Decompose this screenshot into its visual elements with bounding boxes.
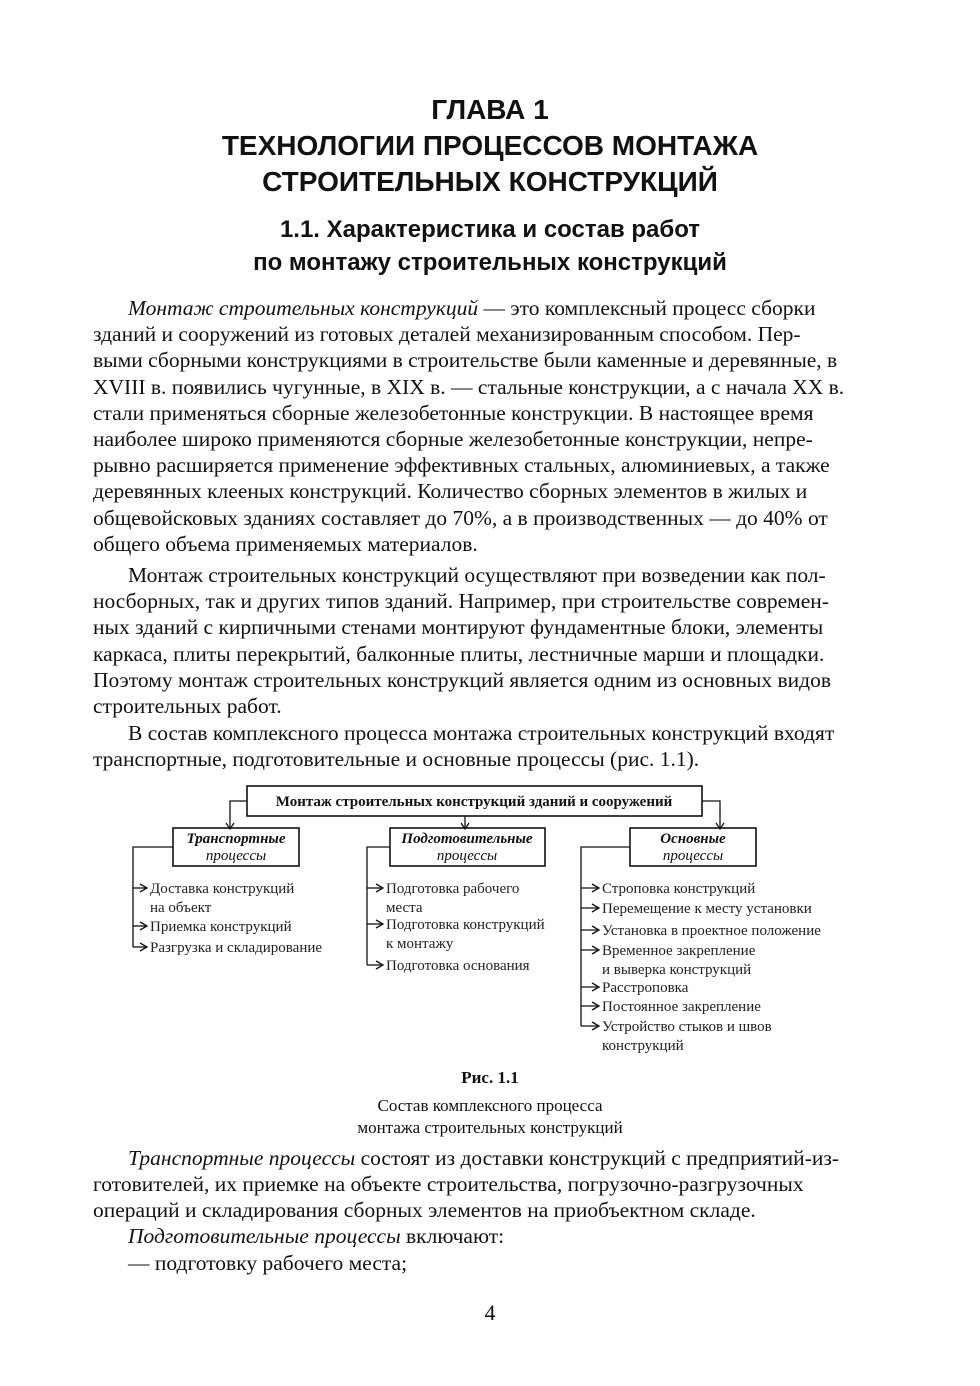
process-item-label: Подготовка рабочего [386,881,520,897]
text-line: ных зданий с кирпичными стенами монтируют фундаментные блоки, элементы [93,615,824,640]
process-item-label: конструкций [602,1038,684,1054]
text-line: деревянных клееных конструкций. Количество сборных элементов в жилых и [93,479,808,504]
section-heading-line2: по монтажу строительных конструкций [253,249,727,276]
process-item-label: Доставка конструкций [150,881,295,897]
text-line: Транспортные процессы состоят из доставки конструкций с предприятий-из- [128,1146,840,1170]
preparatory-box-title-line1: Подготовительные [401,831,533,847]
text-line: операций и складирования сборных элементов на приобъектном складе. [93,1198,756,1223]
process-item-label: на объект [150,900,212,916]
text-line: общевойсковых зданиях составляет до 70%, а в производственных — до 40% от [93,505,828,530]
italic-term: Транспортные процессы [128,1146,356,1170]
process-item-label: места [386,900,423,916]
figure-caption-line1: Состав комплексного процесса [377,1096,603,1115]
chapter-label: ГЛАВА 1 [431,94,549,125]
paragraph-preparatory-processes [93,1223,886,1249]
chapter-title-line2: СТРОИТЕЛЬНЫХ КОНСТРУКЦИЙ [262,166,718,197]
text-line: Поэтому монтаж строительных конструкций является одним из основных видов [93,667,831,692]
main-box-title-line2: процессы [662,848,724,864]
italic-term: Монтаж строительных конструкций [128,296,479,320]
chapter-title-line1: ТЕХНОЛОГИИ ПРОЦЕССОВ МОНТАЖА [221,130,759,161]
process-item-label: Расстроповка [602,980,689,996]
main-box-title-line1: Основные [660,831,726,847]
figure-caption-line2: монтажа строительных конструкций [357,1118,623,1137]
paragraph-transport-processes [93,1145,886,1224]
process-item-label: Подготовка основания [386,958,530,974]
connector-line [230,801,247,828]
text-line: наиболее широко применяются сборные железобетонные конструкции, непре- [93,427,813,452]
figure-label: Рис. 1.1 [461,1068,519,1087]
process-item-label: Установка в проектное положение [602,923,821,939]
process-item-label: Устройство стыков и швов [602,1019,772,1035]
text-line: В состав комплексного процесса монтажа строительных конструкций входят [128,721,835,745]
process-item-label: к монтажу [386,936,454,952]
text-line: XVIII в. появились чугунные, в XIX в. — стальные конструкции, а с начала XX в. [93,374,845,399]
transport-box-title-line1: Транспортные [186,831,286,847]
process-item-label: Приемка конструкций [150,919,292,935]
text-line: выми сборными конструкциями в строительстве были каменные и деревянные, в [93,348,838,373]
process-item-label: Строповка конструкций [602,881,756,897]
text-line: Монтаж строительных конструкций осуществляют при возведении как пол- [128,563,826,587]
section-heading-line1: 1.1. Характеристика и состав работ [279,216,701,243]
text-line: — подготовку рабочего места; [128,1251,408,1275]
italic-term: Подготовительные процессы [128,1224,401,1248]
text-line: стали применяться сборные железобетонные конструкции. В настоящее время [93,400,814,425]
preparatory-box-title-line2: процессы [436,848,498,864]
process-item-label: Разгрузка и складирование [150,940,323,956]
root-box-label: Монтаж строительных конструкций зданий и сооружений [275,794,673,810]
process-item-label: Временное закрепление [602,943,756,959]
text-line: строительных работ. [93,694,282,719]
text-line: зданий и сооружений из готовых деталей механизированным способом. Пер- [93,322,801,347]
text-line: рывно расширяется применение эффективных стальных, алюминиевых, а также [93,453,830,478]
text-line: готовителей, их приемке на объекте строительства, погрузочно-разгрузочных [93,1172,804,1197]
process-item-label: Подготовка конструкций [386,917,545,933]
text-line: транспортные, подготовительные и основные процессы (рис. 1.1). [93,747,700,772]
text-line: носборных, так и других типов зданий. Например, при строительстве современ- [93,589,829,614]
process-item-label: Перемещение к месту установки [602,901,812,917]
text-line: каркаса, плиты перекрытий, балконные плиты, лестничные марши и площадки. [93,641,825,666]
process-item-label: и выверка конструкций [602,962,752,978]
text-line: Монтаж строительных конструкций — это комплексный процесс сборки [128,296,816,320]
process-item-label: Постоянное закрепление [602,999,761,1015]
list-item [93,1250,886,1276]
page-number: 4 [484,1300,496,1325]
transport-box-title-line2: процессы [205,848,267,864]
text-line: общего объема применяемых материалов. [93,531,478,556]
text-line: Подготовительные процессы включают: [128,1224,505,1248]
